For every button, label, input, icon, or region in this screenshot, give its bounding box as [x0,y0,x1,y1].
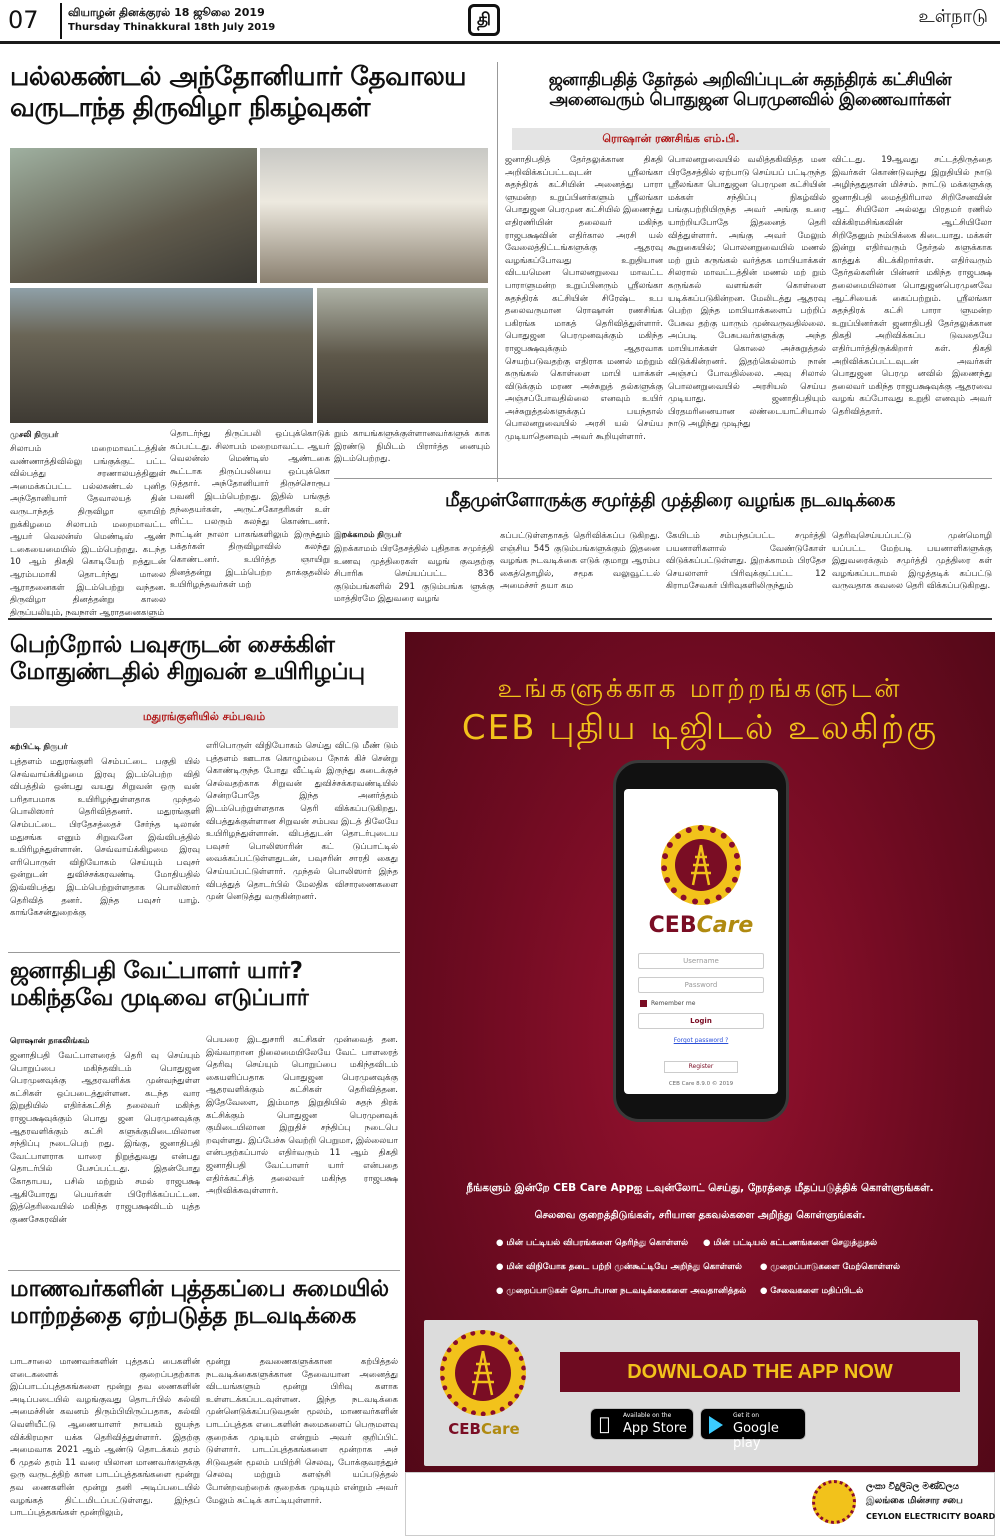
app-store-button[interactable] [590,1408,694,1440]
app-store-big: App Store [623,1421,687,1436]
samurdhi-byline: இறக்காமம் நிருபர் [334,530,402,539]
festival-headline [10,62,500,123]
festival-photo-communion [10,148,257,283]
festival-photo-procession [317,288,488,423]
app-version: CEB Care 8.9.0 © 2019 [668,1081,734,1087]
password-field[interactable]: Password [638,977,764,993]
column-rule [497,62,498,482]
samurdhi-col2: கப்பட்டுள்ளதாகத் தெரிவிக்கப்ப டுகிறது. எஞ்சிய 545 குடும்பங்களுக்கும் இதனை வழங்க நடவடிக்கை எடுக் குமாறு ஆரம்ப கைத்தொழில், சமூக வலுவூட்டல் அமைச்சர் தயா கம [500,531,660,592]
slfp-author-bar: ரொஷான் ரணசிங்க எம்.பி. [512,128,830,150]
samurdhi-col3: கேயிடம் சம்பந்தப்பட்ட சமுர்த்தி பயனாளிகளால் வேண்டுகோள் விடுக்கப்பட்டுள்ளது. இறக்காமம் பிரதேச செயலாளர் பிரிவுக்குட்பட்ட 12 கிராமசேவகர் பிரிவுகளிலிருந்தும் [666,531,826,592]
slfp-title-line1: ஜனாதிபதித் தேர்தல் அறிவிப்புடன் சுதந்திரக் கட்சியின் [548,70,952,90]
play-icon [709,1416,723,1434]
app-screen [624,789,778,1094]
ceb-care-logo-icon [440,1330,526,1416]
festival-col1: சிலாபம் மறைமாவட்டத்தின் வண்ணாத்திவில்லு பங்குக்குட் பட்ட வில்பத்து சரணாலயத்தினுள் அமைக்கப்பட்ட பல்லகண்டல் புனித அந்தோனியார் தேவாலயத் தின் வருடாந்தத் திருவிழா ஞாயிற் றுக்கிழமை சிலாபம் மறைமாவட்ட ஆயர் வெலன்ஸ் மெண்டிஸ் ஆண் டகையைமையில் இடம்பெற்றது. கடந்த 10 ஆம் திகதி கொடியேற் றத்துடன் ஆரம்பமாகி தொடர்ந்து மாலை ஆராதனைகள் இடம்பெற்று வந்தன. திருவிழா தினத்தன்று காலை திருப்பலியும், நவநாள் ஆராதனைகளும் [10,444,166,618]
app-name-care: Care [696,913,754,938]
rule [8,952,400,953]
slfp-col2: பொலனறுவையில் வலித்தகிவித்த மன பிரதேசத்தில் ஏற்பாடு செய்யப் பட்டிருந்த ஸ்ரீலங்கா பொதுஜன பெரமுன கட்சியின் மக்கள் சந்திப்பு நிகழ்வில் பங்குபற்றியிருந்த அவர் அங்கு உரை யாற்றியபோதே இதனைத் தெரி வித்துள்ளார். அங்கு அவர் மேலும் கூறுகையில்; பொலனறுவையில் மணல் மற் றும் கருங்கல் வர்த்தக மாபியாக்கள் சிலரால் மாவட்டத்தின் மணல் மற் றும் கருங்கல் வளங்கள் கொள்ளை யடிக்கப்படுகின்றன. மேலிடத்து ஆதரவு பெற்ற இந்த மாபியாக்களைப் பற்றிப் பேசுவ தற்கு யாரும் முன்வருவதில்லை. அப்படி பேசுபவர்களுக்கு அந்த மாபியாக்கள் கொலை அச்சுறுத்தல் விடுக்கின்றனர். இதற்கெல்லாம் நான் அஞ்சப் போவதில்லை. அவு சிலால் பொலனறுவையில் அரசியல் செய்ய முடியாது. ஜனாதிபதியும் பிரதமரினையான லண்டையாட்சியால் நாடு அழிந்து முடிந்து [668,155,826,430]
accident-subtitle-bar: மதுரங்குளியில் சம்பவம் [10,706,398,728]
apple-icon [599,1414,610,1435]
forgot-password-link[interactable]: Forgot password ? [673,1037,729,1044]
samurdhi-col4: தெரிவுசெய்யப்பட்டு முன்மொழி யப்பட்ட மேற்படி பயனாளிகளுக்கு இதுவரைக்கும் சமுர்த்தி முத்திரை கள் வழங்கப்படாமல் இழுத்தடிக் கப்பட்டு வருவதாக கவலை தெரி விக்கப்படுகிறது. [832,531,992,592]
download-now-banner[interactable]: DOWNLOAD THE APP NOW [560,1352,960,1392]
ad-tagline2: செலவை குறைத்திடுங்கள், சரியான தகவல்களை அறிந்து கொள்ளுங்கள். [534,1210,866,1221]
feature-item: ● மின் பட்டியல் விபரங்களை தெரிந்து கொள்ளல் [496,1238,689,1248]
username-field[interactable]: Username [638,953,764,969]
rule [8,1270,400,1271]
president-title-line1: ஜனாதிபதி வேட்பாளர் யார்? [10,958,303,984]
wordmark-ceb: CEB [448,1420,481,1438]
slfp-title-line2: அனைவரும் பொதுஜன பெரமுனவில் இணைவார்கள் [549,90,951,111]
phone-mockup [613,760,789,1122]
festival-title-line1: பல்லகண்டல் அந்தோனியார் தேவாலய [10,62,466,92]
samurdhi-headline: மீதமுள்ளோருக்கு சமுர்த்தி முத்திரை வழங்க நடவடிக்கை [445,490,895,511]
feature-label: மின் பட்டியல் கட்டணங்களை செலுத்துதல் [713,1238,878,1248]
feature-item: ● முறைப்பாடுகள் தொடர்பான நடவடிக்கைகளை அவதானித்தல் [496,1286,747,1296]
section-name: உள்நாடு [918,6,988,27]
festival-photo-altar [260,148,488,283]
ceb-care-wordmark [436,1420,532,1438]
schoolbag-col1: பாடசாலை மாணவர்களின் புத்தகப் பைகளின் எடைகளைக் குறைப்பதற்காக இப்பாடப்புத்தகங்களை மூன்று தவ ணைகளின் அடிப்படையில் வழங்குவது தொடர்பில் கல்வி அமைச்சின் கவனம் திரும்பியிருப்பதாக, கல்வி வெளியீட்டு ஆணையாளர் நாயகம் ஜயந்த விக்கிரமநா யக்க தெரிவித்துள்ளார். இதற்கு அமைவாக 2021 ஆம் ஆண்டு தொடக்கம் தரம் 6 முதல் தரம் 11 வரை யிலான மாணவர்களுக்கு ஒரு வருடத்திற் கான பாடப்புத்தகங்களை மூன்று தவ ணைகளின் மூன்று தனி அடிப்படையில் வழங்கத் திட்டமிடப்பட்டுள்ளது. இந்தப் பாடப்புத்தகங்கள் மூன்றிலும், [10,1357,200,1519]
app-name [624,913,778,938]
slfp-headline [508,70,992,110]
login-button[interactable]: Login [638,1013,764,1029]
wordmark-care: Care [481,1420,520,1438]
festival-byline: முசலி நிருபர் [10,430,59,439]
rule [334,478,992,479]
accident-byline: கற்பிட்டி நிருபர் [10,742,68,751]
ceb-board-logo-icon [812,1480,856,1524]
app-name-ceb: CEB [648,913,697,938]
feature-label: மின் பட்டியல் விபரங்களை தெரிந்து கொள்ளல் [506,1238,689,1248]
tamil-date: வியாழன் தினக்குரல் 18 ஜூலை 2019 [68,6,265,19]
president-byline: ரொஷான் நாகலிங்கம் [10,1036,90,1045]
register-button[interactable]: Register [664,1061,738,1073]
feature-label: மின் விநியோக தடை பற்றி முன்கூட்டியே அறிந்து கொள்ளல் [506,1262,742,1272]
accident-title-line1: பெற்றோல் பவுசருடன் சைக்கிள் [10,632,335,658]
english-date: Thursday Thinakkural 18th July 2019 [68,22,276,33]
feature-label: முறைப்பாடுகளை மேற்கொள்ளல் [770,1262,900,1272]
president-headline [10,958,400,1012]
festival-title-line2: வருடாந்த திருவிழா நிகழ்வுகள் [10,92,371,123]
feature-label: சேவைகளை மதிப்பிடல் [770,1286,864,1296]
checkbox-icon [640,1000,647,1007]
rule [8,618,992,620]
president-col1: ஜனாதிபதி வேட்பாளரைத் தெரி வு செய்யும் பொறுப்பை மகிந்தவிடம் பொதுஜன பெரமுனவுக்கு ஆதரவளிக்க முன்வந்துள்ள கட்சிகள் ஒப்படைத்துள்ளன. கடந்த வார இறுதியில் எதிர்க்கட்சித் தலைவர் மகிந்த ராஜபக்ஷவுக்கும் பொது ஜன பெரமுனவுக்கு ஆதரவளிக்கும் கட்சி களுக்குமிடையிலான சந்திப்பு நடைபெற் றது. இங்கு, ஜனாதிபதி வேட்பாளராக யாரை நிறுத்துவது என்பது தொடர்பில் பேசப்பட்டது. இதன்போது கோதாபய, பசில் மற்றும் சமல் ராஜபக்ஷ ஆகியோரது பெயர்கள் பிரேரிக்கப்பட்டன. இத்தெரிவையில் மகிந்த ராஜபக்ஷவிடம் யுத்த குணசேகரவின் [10,1051,200,1225]
ad-headline-line2: CEB புதிய டிஜிடல் உலகிற்கு [461,708,939,748]
feature-item: ● மின் விநியோக தடை பற்றி முன்கூட்டியே அறிந்து கொள்ளல் [496,1262,742,1272]
accident-col1: புத்தளம் மதுரங்குளி செம்பட்டை பகுதி யில் செவ்வாய்க்கிழமை இரவு இடம்பெற்ற விதி விபத்தில் ஒன்பது வயது சிறுவன் ஒரு வன் பரிதாபமாக உயிரிழந்துள்ளதாக முந்தல் பொலிஸார் தெரிவித்தனர். மதுரங்குளி செம்பட்டை பிரதேசத்தைச் சேர்ந்த டிலான் மதுசங்க எனும் சிறுவனே இவ்விபத்தில் உயிரிழந்துள்ளான். செவ்வாய்க்கிழமை இரவு எரிபொருள் விநியோகம் செய்யும் பவுசர் ஒன்றுடன் துவிச்சக்கரவண்டி மோதியதில் இவ்விபத்து இடம்பெற்றுள்ளதாக பொலிஸார் தெரிவித் தனர். இந்த பவுசர் யாழ். காங்கேசன்துறைக்கு [10,757,200,919]
remember-me-checkbox[interactable] [640,1000,695,1007]
accident-headline [10,632,400,686]
ceb-logo-icon [661,825,741,905]
google-play-big: Google play [733,1421,779,1451]
festival-col3: றும் காயங்களுக்குள்ளானவர்களுக் காக இரண்டு நிமிடம் பிரார்த்த னையும் இடம்பெற்றது. [334,429,490,465]
festival-col2: தொடர்ந்து திருப்பலி ஒப்புக்கொடுக் கப்பட்டது. சிலாபம் மறைமாவட்ட ஆயர் வெலன்ஸ் மெண்டிஸ் ஆண்டகை கூட்டாக திருப்பலியை ஒப்புக்கொ டுத்தார். அந்தோனியார் திருச்சொரூப பவனி இடம்பெற்றது. இதில் பங்குத் தந்தையர்கள், அருட்சகோதரிகள் உள் ளிட்ட பலரும் கலந்து கொண்டனர். நாட்டின் நாலா பாகங்களிலும் இருந்தும் பக்தர்கள் திருவிழாவில் கலந்து கொண்டனர். உயிர்த்த ஞாயிறு தினத்தன்று இடம்பெற்ற தாக்குதலில் உயிரிழந்தவர்கள் மற் [170,429,330,591]
feature-item: ● முறைப்பாடுகளை மேற்கொள்ளல் [760,1262,900,1272]
schoolbag-title-line2: மாற்றத்தை ஏற்படுத்த நடவடிக்கை [10,1303,356,1330]
google-play-button[interactable] [700,1408,806,1451]
slfp-col3: விட்டது. 19ஆவது சட்டத்திருத்தை இவர்கள் கொண்டுவந்து இறுதியில் நாடு அழிந்ததுதான் மிச்சம். நாட்டு மக்களுக்கு ஜனாதிபதி மைத்திரிபால சிறிசேனவின் ஆட் சியிலோ அல்லது பிரதமர் ரணில் விக்கிரமசிங்கவின் ஆட்சியிலோ சிறிதேனும் நம்பிக்கை கிடையாது. மக்கள் இன்று எதிர்வரும் தேர்தல் களுக்காக காத்துக் கிடக்கிறார்கள். எதிர்வரும் தேர்தல்களின் பின்னர் மகிந்த ராஜபக்ஷ தலைமையிலான பொதுஜனபெரமுனவே ஆட்சியைக் கைப்பற்றும். ஸ்ரீலங்கா சுதந்திரக் கட்சி பாரா ளுமன்ற உறுப்பினர்கள் ஜனாதிபதி தேர்தலுக்கான திகதி அறிவிக்கப்ப டுவதையே எதிர்பார்த்திருக்கிறார் கள். திகதி அறிவிக்கப்பட்டவுடன் அவர்கள் பொதுஜன பெரமு னவில் இணைந்து தலைவர் மகிந்த ராஜபக்ஷவுக்கு ஆதரவை வழங் கப்போவது உறுதி எனவும் அவர் தெரிவித்தார். [832,155,992,417]
schoolbag-col2: மூன்று தவணைகளுக்கான கற்பித்தல் நடவடிக்கைகளுக்கான தேவையான அனைத்து விடயங்களும் மூன்று பிரிவு களாக உள்ளடக்கப்படவுள்ளன. இந்த நடவடிக்கை முன்னெடுக்கப்படுவதன் மூலம், மாணவர்களின் பாடப்புத்தக எடைகளின் சுமைகளைப் பெருமளவு குறைக்க முடியும் என்றும் அவர் குறிப்பிட் டுள்ளார். பாடப்புத்தகங்களை மூன்றாக அச் சிடுவதன் மூலம் பயிற்சி செலவு, போக்குவரத்துச் செலவு மற்றும் களஞ்சி யப்படுத்தல் போன்றவற்றைக் குறைக்க முடியும் என்றும் அவர் மேலும் சுட்டிக் காட்டியுள்ளார். [206,1357,398,1506]
board-tamil: இலங்கை மின்சார சபை [866,1496,963,1506]
ad-headline-line1: உங்களுக்காக மாற்றங்களுடன் [497,674,903,704]
schoolbag-title-line1: மாணவர்களின் புத்தகப்பை சுமையில் [10,1276,389,1302]
page-header [0,0,1000,44]
slfp-col1: ஜனாதிபதித் தேர்தலுக்கான திகதி அறிவிக்கப்பட்டவுடன் ஸ்ரீலங்கா சுதந்திரக் கட்சியின் அனைத்து பாரா ளுமன்ற உறுப்பினர்களும் ஸ்ரீலங்கா பொதுஜன பெரமுன கட்சியில் இணைந்து எதிரணியின் தலைவர் மகிந்த ராஜபக்ஷவின் எதிர்கால அரசி யல் வேலைத்திட்டங்களுக்கு ஆதரவு வழங்கப்போவது உறுதியான விடயமென பொலனறுவை மாவட்ட பாராளுமன்ற உறுப்பினரும் ஸ்ரீலங்கா சுதந்திரக் கட்சியின் சிரேஷ்ட உப தலைவருமான ரொஷான் ரணசிங்க பகிரங்க மாகத் தெரிவித்துள்ளார். பொதுஜன பெரமுனவுக்கும் மகிந்த ராஜபக்ஷவுக்கும் ஆதரவாக செயற்படுவதற்கு எதிராக மணல் மற்றும் கருங்கல் கொள்ளை மாபி யாக்கள் விடுக்கும் மரண அச்சுறுத் தல்களுக்கு அஞ்சப்போவதில்லை எனவும் உயிர் அச்சுறுத்தல்களுக்குப் பயந்தால் பொலனறுவையில் அரசி யல் செய்ய முடியாதெனவும் அவர் கூறியுள்ளார். [505,155,663,443]
remember-me-label: Remember me [651,1000,696,1007]
newspaper-logo: தி [468,4,500,36]
president-col2: பெயரை இடதுசாரி கட்சிகள் முன்வைத் தன. இவ்வாறான நிலைமையிலேயே வேட் பாளரைத் தெரிவு செய்யும் பொறுப்பை மகிந்தவிடம் கையளிப்பதாக பொதுஜன பெரமுனவுக்கு ஆதரவளிக்கும் கட்சிகள் தெரிவித்தன. இதேவேளை, இம்மாத இறுதியில் சுதந் திரக் கட்சிக்கும் பொதுஜன பெரமுனவுக் குமிடையிலான இறுதிச் சந்திப்பு நடைபெ றவுள்ளது. இப்பேச்சு வெற்றி பெறுமா, இல்லையா என்பதற்கப்பால் எதிர்வரும் 11 ஆம் திகதி ஜனாதிபதி வேட்பாளர் யார் என்பதை எதிர்க்கட்சித் தலைவர் மகிந்த ராஜபக்ஷ அறிவிக்கவுள்ளார். [206,1035,398,1197]
feature-item: ● சேவைகளை மதிப்பிடல் [760,1286,864,1296]
board-english: CEYLON ELECTRICITY BOARD [866,1512,996,1521]
festival-photo-crowd [10,288,313,423]
samurdhi-col1: இறக்காமம் பிரதேசத்தில் புதிதாக சமுர்த்தி உணவு முத்திரைகள் வழங் குவதற்கு சிபாரிசு செய்யப்பட்ட 836 குடும்பங்களில் 291 குடும்பங்க ளுக்கு மாத்திரமே இதுவரை வழங் [334,544,494,605]
accident-col2: எரிபொருள் விநியோகம் செய்து விட்டு மீண் டும் புத்தளம் ஊடாக கொழும்பை நோக் கிச் சென்று கொண்டிருந்த போது வீட்டில் இருந்து கடைக்குச் செல்வதற்காக சிறுவன் துவிச்சக்கரவண்டியில் சென்றபோதே இந்த அனர்த்தம் இடம்பெற்றுள்ளதாக தெரி விக்கப்படுகிறது. விபத்துக்குள்ளான சிறுவன் சம்பவ இடத் திலேயே உயிரிழந்துள்ளான். விபத்துடன் தொடர்புடைய பவுசர் பொலிஸாரின் கட் டுப்பாட்டில் வைக்கப்பட்டுள்ளதுடன், பவுசரின் சாரதி கைது செய்யப்பட்டுள்ளார். முந்தல் பொலிஸார் இந்த விபத்துத் தொடர்பில் மேலதிக விசாரணைகளை முன் னெடுத்து வருகின்றனர். [206,741,398,903]
ad-tagline1: நீங்களும் இன்றே CEB Care Appஐ டவுன்லோட் செய்து, நேரத்தை மீதப்படுத்திக் கொள்ளுங்கள். [466,1182,934,1194]
accident-title-line2: மோதுண்டதில் சிறுவன் உயிரிழப்பு [10,659,365,686]
page-number: 07 [8,6,39,34]
feature-item: ● மின் பட்டியல் கட்டணங்களை செலுத்துதல் [703,1238,878,1248]
header-divider [60,3,62,39]
schoolbag-headline [10,1276,400,1330]
app-store-small: Available on the [623,1412,672,1419]
feature-label: முறைப்பாடுகள் தொடர்பான நடவடிக்கைகளை அவதானித்தல் [506,1286,747,1296]
google-play-small: Get it on [733,1412,760,1419]
board-sinhala: ලංකා විදුලිබල මණ්ඩලය [866,1482,959,1492]
president-title-line2: மகிந்தவே முடிவை எடுப்பார் [10,985,309,1012]
